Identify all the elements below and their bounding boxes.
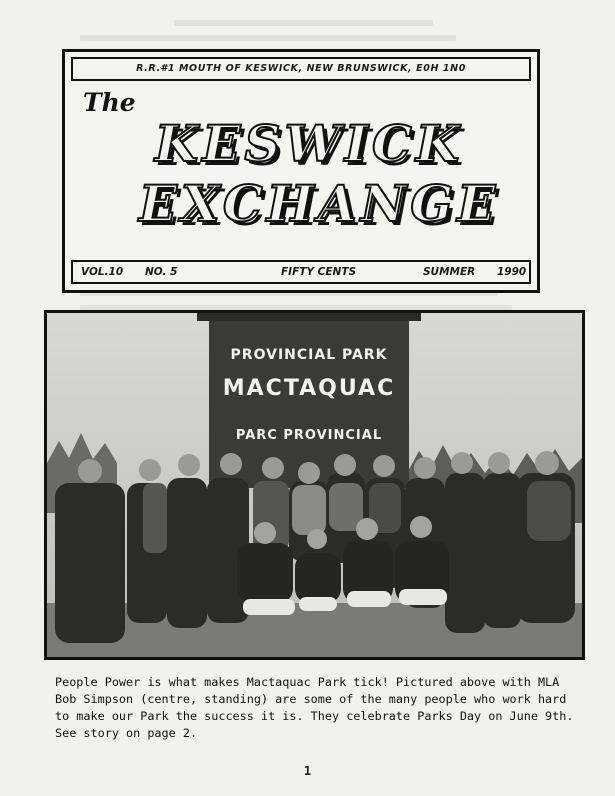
address-line: R.R.#1 MOUTH OF KESWICK, NEW BRUNSWICK, E0H 1N0 bbox=[71, 57, 531, 81]
price: FIFTY CENTS bbox=[281, 266, 357, 278]
masthead-title-exchange: EXCHANGE bbox=[138, 174, 500, 233]
year: 1990 bbox=[497, 266, 527, 278]
issue-info-bar bbox=[71, 260, 531, 284]
group-photo bbox=[44, 310, 585, 660]
sign-line-provincial-park: PROVINCIAL PARK bbox=[230, 347, 388, 363]
volume-number: VOL.10 bbox=[81, 266, 124, 278]
photo-caption: People Power is what makes Mactaquac Park tick! Pictured above with MLA Bob Simpson (centre, standing) are some of the many people who work hard to make our Park the success it is. They celebrate Parks Day on June 9th. See story on page 2. bbox=[55, 675, 574, 740]
page-number: 1 bbox=[303, 764, 312, 778]
masthead-title-keswick: KESWICK bbox=[154, 114, 464, 173]
issue-number: NO. 5 bbox=[145, 266, 178, 278]
masthead-the: The bbox=[83, 88, 136, 117]
season: SUMMER bbox=[423, 266, 476, 278]
sign-line-mactaquac: MACTAQUAC bbox=[222, 376, 396, 401]
sign-line-parc-provincial: PARC PROVINCIAL bbox=[235, 428, 383, 443]
masthead bbox=[62, 49, 540, 293]
